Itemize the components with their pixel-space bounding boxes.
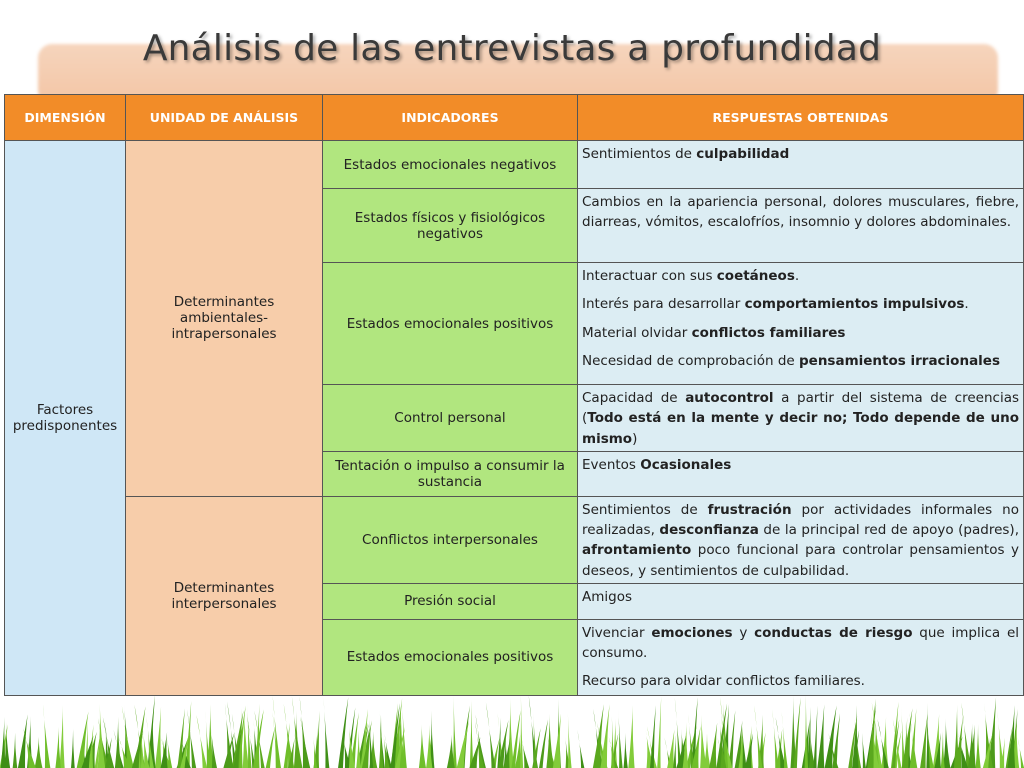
table-row (5, 141, 1024, 189)
header-dimension: DIMENSIÓN (5, 95, 126, 141)
grass-blade (520, 695, 523, 768)
grass-blade (624, 733, 628, 768)
grass-blade (43, 704, 50, 768)
response-cell: Eventos Ocasionales (578, 451, 1024, 496)
response-cell: Sentimientos de frustración por actividades informales no realizadas, desconfianza de la principal red de apoyo (padres), afrontamiento poco funcional para controlar pensamientos y deseos, y sentimientos de culpabilidad. (578, 496, 1024, 583)
grass-blade (55, 727, 60, 768)
grass-blade (618, 709, 623, 768)
grass-blade (486, 702, 496, 768)
grass-decoration (0, 694, 1024, 768)
grass-blade (196, 715, 207, 768)
grass-blade (667, 729, 674, 768)
indicator-cell: Estados emocionales negativos (323, 141, 578, 189)
response-cell: Vivenciar emociones y conductas de riesgo que implica el consumo. Recurso para olvidar conflictos familiares. (578, 619, 1024, 695)
indicator-cell: Estados físicos y fisiológicos negativos (323, 189, 578, 263)
grass-blade (71, 728, 75, 768)
grass-blade (470, 700, 474, 768)
grass-blade (657, 697, 661, 768)
unit-cell-ambientales: Determinantes ambientales-intrapersonales (126, 141, 323, 497)
grass-blade (266, 726, 275, 768)
indicator-cell: Estados emocionales positivos (323, 263, 578, 385)
table-row (5, 496, 1024, 583)
indicator-cell: Estados emocionales positivos (323, 619, 578, 695)
grass-blade (247, 703, 252, 768)
header-unit: UNIDAD DE ANÁLISIS (126, 95, 323, 141)
slide-title: Análisis de las entrevistas a profundidad (142, 28, 882, 69)
grass-blade (35, 736, 43, 768)
grass-blade (813, 706, 817, 768)
header-indicators: INDICADORES (323, 95, 578, 141)
grass-blade (709, 723, 717, 768)
unit-cell-interpersonales: Determinantes interpersonales (126, 496, 323, 695)
indicator-cell: Tentación o impulso a consumir la sustancia (323, 451, 578, 496)
grass-blade (793, 698, 800, 768)
grass-blade (13, 732, 18, 768)
response-cell: Amigos (578, 583, 1024, 619)
grass-blade (294, 711, 300, 768)
grass-blade (457, 720, 469, 768)
grass-blade (419, 724, 426, 768)
header-responses: RESPUESTAS OBTENIDAS (578, 95, 1024, 141)
grass-blade (976, 724, 981, 768)
grass-blade (155, 707, 161, 768)
grass-blade (817, 704, 824, 768)
grass-blade (453, 696, 457, 768)
response-cell: Capacidad de autocontrol a partir del sistema de creencias (Todo está en la mente y decir no; Todo depende de uno mismo) (578, 385, 1024, 452)
grass-blade (628, 705, 634, 768)
response-cell: Interactuar con sus coetáneos. Interés para desarrollar comportamientos impulsivos. Material olvidar conflictos familiares Necesidad de comprobación de pensamientos irracionales (578, 263, 1024, 385)
grass-blade (943, 718, 950, 768)
grass-blade (323, 698, 329, 768)
grass-blade (577, 730, 584, 768)
indicator-cell: Conflictos interpersonales (323, 496, 578, 583)
grass-blade (568, 713, 572, 768)
grass-blade (832, 713, 840, 768)
grass-blade (18, 714, 28, 768)
response-cell: Sentimientos de culpabilidad (578, 141, 1024, 189)
grass-blade (650, 705, 656, 768)
grass-blade (379, 715, 383, 768)
grass-blade (539, 719, 548, 768)
indicator-cell: Control personal (323, 385, 578, 452)
dimension-cell: Factores predisponentes (5, 141, 126, 696)
grass-blade (59, 705, 64, 768)
grass-blade (861, 726, 865, 768)
grass-blade (243, 706, 249, 768)
analysis-table (4, 94, 1024, 696)
header-row (5, 95, 1024, 141)
grass-blade (356, 729, 361, 768)
indicator-cell: Presión social (323, 583, 578, 619)
response-cell: Cambios en la apariencia personal, dolores musculares, fiebre, diarreas, vómitos, escalofríos, insomnio y dolores abdominales. (578, 189, 1024, 263)
grass-blade (941, 731, 945, 768)
grass-blade (553, 714, 561, 768)
